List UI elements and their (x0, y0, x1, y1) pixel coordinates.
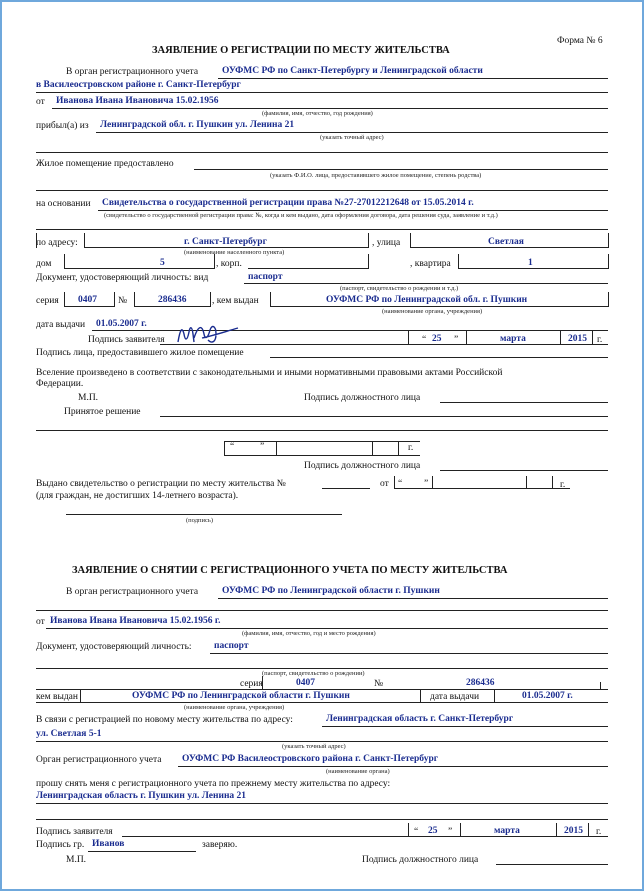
s2-issue-date-label: дата выдачи (430, 692, 480, 702)
cert-quote-close: ” (424, 479, 429, 489)
s2-stamp-label: М.П. (66, 855, 87, 865)
organ-value[interactable]: ОУФМС РФ по Санкт-Петербургу и Ленинградской области (222, 66, 483, 76)
s2-series-value[interactable]: 0407 (296, 678, 315, 688)
city-line (84, 247, 368, 248)
street-line (410, 247, 608, 248)
doc-hint: (паспорт, свидетельство о рождении и т.д.) (340, 285, 459, 292)
basis-line (98, 210, 608, 211)
s2-quote-close: ” (448, 827, 453, 837)
s2-issued-label: кем выдан (36, 692, 78, 702)
number-label: № (118, 296, 128, 306)
sign-month[interactable]: марта (500, 334, 526, 344)
arrived-value[interactable]: Ленинградской обл. г. Пушкин ул. Ленина 21 (100, 120, 295, 130)
official-sign-label: Подпись должностного лица (304, 393, 421, 403)
s2-issued-value[interactable]: ОУФМС РФ по Ленинградской области г. Пушкин (132, 691, 350, 701)
s2-sign-gr-label: Подпись гр. (36, 840, 85, 850)
basis-label: на основании (36, 199, 91, 209)
series-label: серия (36, 296, 59, 306)
s2-quote-open: “ (414, 827, 419, 837)
organ-line-2 (36, 92, 608, 93)
s2-from-hint: (фамилия, имя, отчество, год и место рождения) (242, 630, 376, 637)
issued-value[interactable]: ОУФМС РФ по Ленинградской обл. г. Пушкин (326, 295, 528, 305)
korp-label: , корп. (216, 259, 242, 269)
city-value[interactable]: г. Санкт-Петербург (184, 237, 267, 247)
provider-sign-label: Подпись лица, предоставившего жилое помещение (36, 348, 244, 358)
s2-reason-hint: (указать точный адрес) (282, 743, 346, 750)
form-number: Форма № 6 (557, 36, 603, 46)
housing-line (194, 169, 608, 170)
s2-organ2-value[interactable]: ОУФМС РФ Василеостровского района г. Санкт-Петербург (182, 754, 439, 764)
s2-doc-value[interactable]: паспорт (214, 641, 249, 651)
s2-year-suffix: г. (596, 827, 602, 837)
official-sign-label-2: Подпись должностного лица (304, 461, 421, 471)
city-hint: (наименование населенного пункта) (184, 249, 285, 256)
house-label: дом (36, 259, 52, 269)
from-hint: (фамилия, имя, отчество, год рождения) (262, 110, 373, 117)
house-value[interactable]: 5 (160, 258, 165, 268)
cert-quote-open: “ (398, 479, 403, 489)
issued-hint: (наименование органа, учреждения) (382, 308, 483, 315)
cert-from: от (380, 479, 389, 489)
organ-line (218, 78, 608, 79)
decision-year-suffix: г. (408, 443, 414, 453)
sign-day[interactable]: 25 (432, 334, 442, 344)
moved-text: Вселение произведено в соответствии с законодательными и иными нормативными правовыми актами Российской (36, 368, 503, 378)
s2-number-label: № (374, 679, 384, 689)
s2-reason-value-2[interactable]: ул. Светлая 5-1 (36, 729, 102, 739)
s2-organ2-label: Орган регистрационного учета (36, 755, 162, 765)
s2-reason-label: В связи с регистрацией по новому месту жительства по адресу: (36, 715, 293, 725)
decision-quote-close: ” (260, 442, 265, 452)
s2-official-sign-label: Подпись должностного лица (362, 855, 479, 865)
korp-line (248, 268, 368, 269)
issue-date-value[interactable]: 01.05.2007 г. (96, 319, 147, 329)
from-value[interactable]: Иванова Ивана Ивановича 15.02.1956 (56, 96, 219, 106)
section2-title: ЗАЯВЛЕНИЕ О СНЯТИИ С РЕГИСТРАЦИОННОГО УЧЕТА ПО МЕСТУ ЖИТЕЛЬСТВА (72, 565, 508, 576)
s2-sign-gr-value[interactable]: Иванов (92, 839, 125, 849)
s2-request-value[interactable]: Ленинградская область г. Пушкин ул. Ленина 21 (36, 791, 247, 801)
number-value[interactable]: 286436 (158, 295, 187, 305)
sign-year[interactable]: 2015 (568, 334, 587, 344)
decision-label: Принятое решение (64, 407, 141, 417)
issued-label: , кем выдан (212, 296, 259, 306)
year-suffix: г. (597, 335, 603, 345)
s2-reason-value[interactable]: Ленинградская область г. Санкт-Петербург (326, 714, 514, 724)
apt-line (458, 268, 608, 269)
cert-note: (для граждан, не достигших 14-летнего возраста). (36, 491, 239, 501)
house-line (64, 268, 214, 269)
s2-from-value[interactable]: Иванова Ивана Ивановича 15.02.1956 г. (50, 616, 221, 626)
s2-request-label: прошу снять меня с регистрационного учета по прежнему месту жительства по адресу: (36, 779, 391, 789)
applicant-signature (172, 320, 242, 350)
series-value[interactable]: 0407 (78, 295, 97, 305)
arrived-hint: (указать точный адрес) (320, 134, 384, 141)
s2-organ-value[interactable]: ОУФМС РФ по Ленинградской области г. Пушкин (222, 586, 440, 596)
s2-sign-month[interactable]: марта (494, 826, 520, 836)
issue-date-label: дата выдачи (36, 320, 86, 330)
s2-issue-date-value[interactable]: 01.05.2007 г. (522, 691, 573, 701)
s2-applicant-sign-label: Подпись заявителя (36, 827, 113, 837)
s2-number-value[interactable]: 286436 (466, 678, 495, 688)
cert-sign-hint: (подпись) (186, 517, 213, 524)
s2-doc-label: Документ, удостоверяющий личность: (36, 642, 192, 652)
doc-label: Документ, удостоверяющий личность: вид (36, 273, 209, 283)
applicant-sign-label: Подпись заявителя (88, 335, 165, 345)
organ-value-2[interactable]: в Василеостровском районе г. Санкт-Петербург (36, 80, 241, 90)
apt-label: , квартира (410, 259, 451, 269)
section1-title: ЗАЯВЛЕНИЕ О РЕГИСТРАЦИИ ПО МЕСТУ ЖИТЕЛЬСТВА (152, 45, 450, 56)
blank-line-3 (36, 229, 608, 230)
quote-open: “ (422, 335, 427, 345)
from-line (52, 108, 608, 109)
s2-certify: заверяю. (202, 840, 238, 850)
street-label: , улица (372, 238, 401, 248)
s2-organ2-hint: (наименование органа) (326, 768, 390, 775)
basis-hint: (свидетельство о государственной регистрации права: №, когда и кем выдано, дата оформления договора, дата решения суда, заявление и т.д.) (104, 212, 498, 219)
s2-sign-day[interactable]: 25 (428, 826, 438, 836)
housing-label: Жилое помещение предоставлено (36, 159, 174, 169)
blank-line-2 (36, 190, 608, 191)
quote-close: ” (454, 335, 459, 345)
blank-line-1 (36, 152, 608, 153)
organ-label: В орган регистрационного учета (66, 67, 199, 77)
arrived-label: прибыл(а) из (36, 121, 89, 131)
stamp-label: М.П. (78, 393, 99, 403)
s2-sign-year[interactable]: 2015 (564, 826, 583, 836)
from-label: от (36, 97, 45, 107)
doc-line (244, 283, 608, 284)
decision-quote-open: “ (230, 442, 235, 452)
apt-value[interactable]: 1 (528, 258, 533, 268)
s2-from-label: от (36, 617, 45, 627)
s2-doc-hint: (паспорт, свидетельство о рождении) (262, 670, 365, 677)
street-value[interactable]: Светлая (488, 237, 524, 247)
housing-hint: (указать Ф.И.О. лица, предоставившего жилое помещение, степень родства) (270, 172, 482, 179)
moved-text-2: Федерации. (36, 379, 84, 389)
cert-label: Выдано свидетельство о регистрации по месту жительства № (36, 479, 286, 489)
doc-value[interactable]: паспорт (248, 272, 283, 282)
arrived-line (96, 132, 608, 133)
basis-value[interactable]: Свидетельства о государственной регистрации права №27-27012212648 от 15.05.2014 г. (102, 198, 474, 208)
address-label: по адресу: (36, 238, 78, 248)
s2-organ-label: В орган регистрационного учета (66, 587, 199, 597)
s2-issued-hint: (наименование органа, учреждения) (184, 704, 285, 711)
cert-year-suffix: г. (560, 480, 566, 490)
s2-series-label: серия (240, 679, 263, 689)
